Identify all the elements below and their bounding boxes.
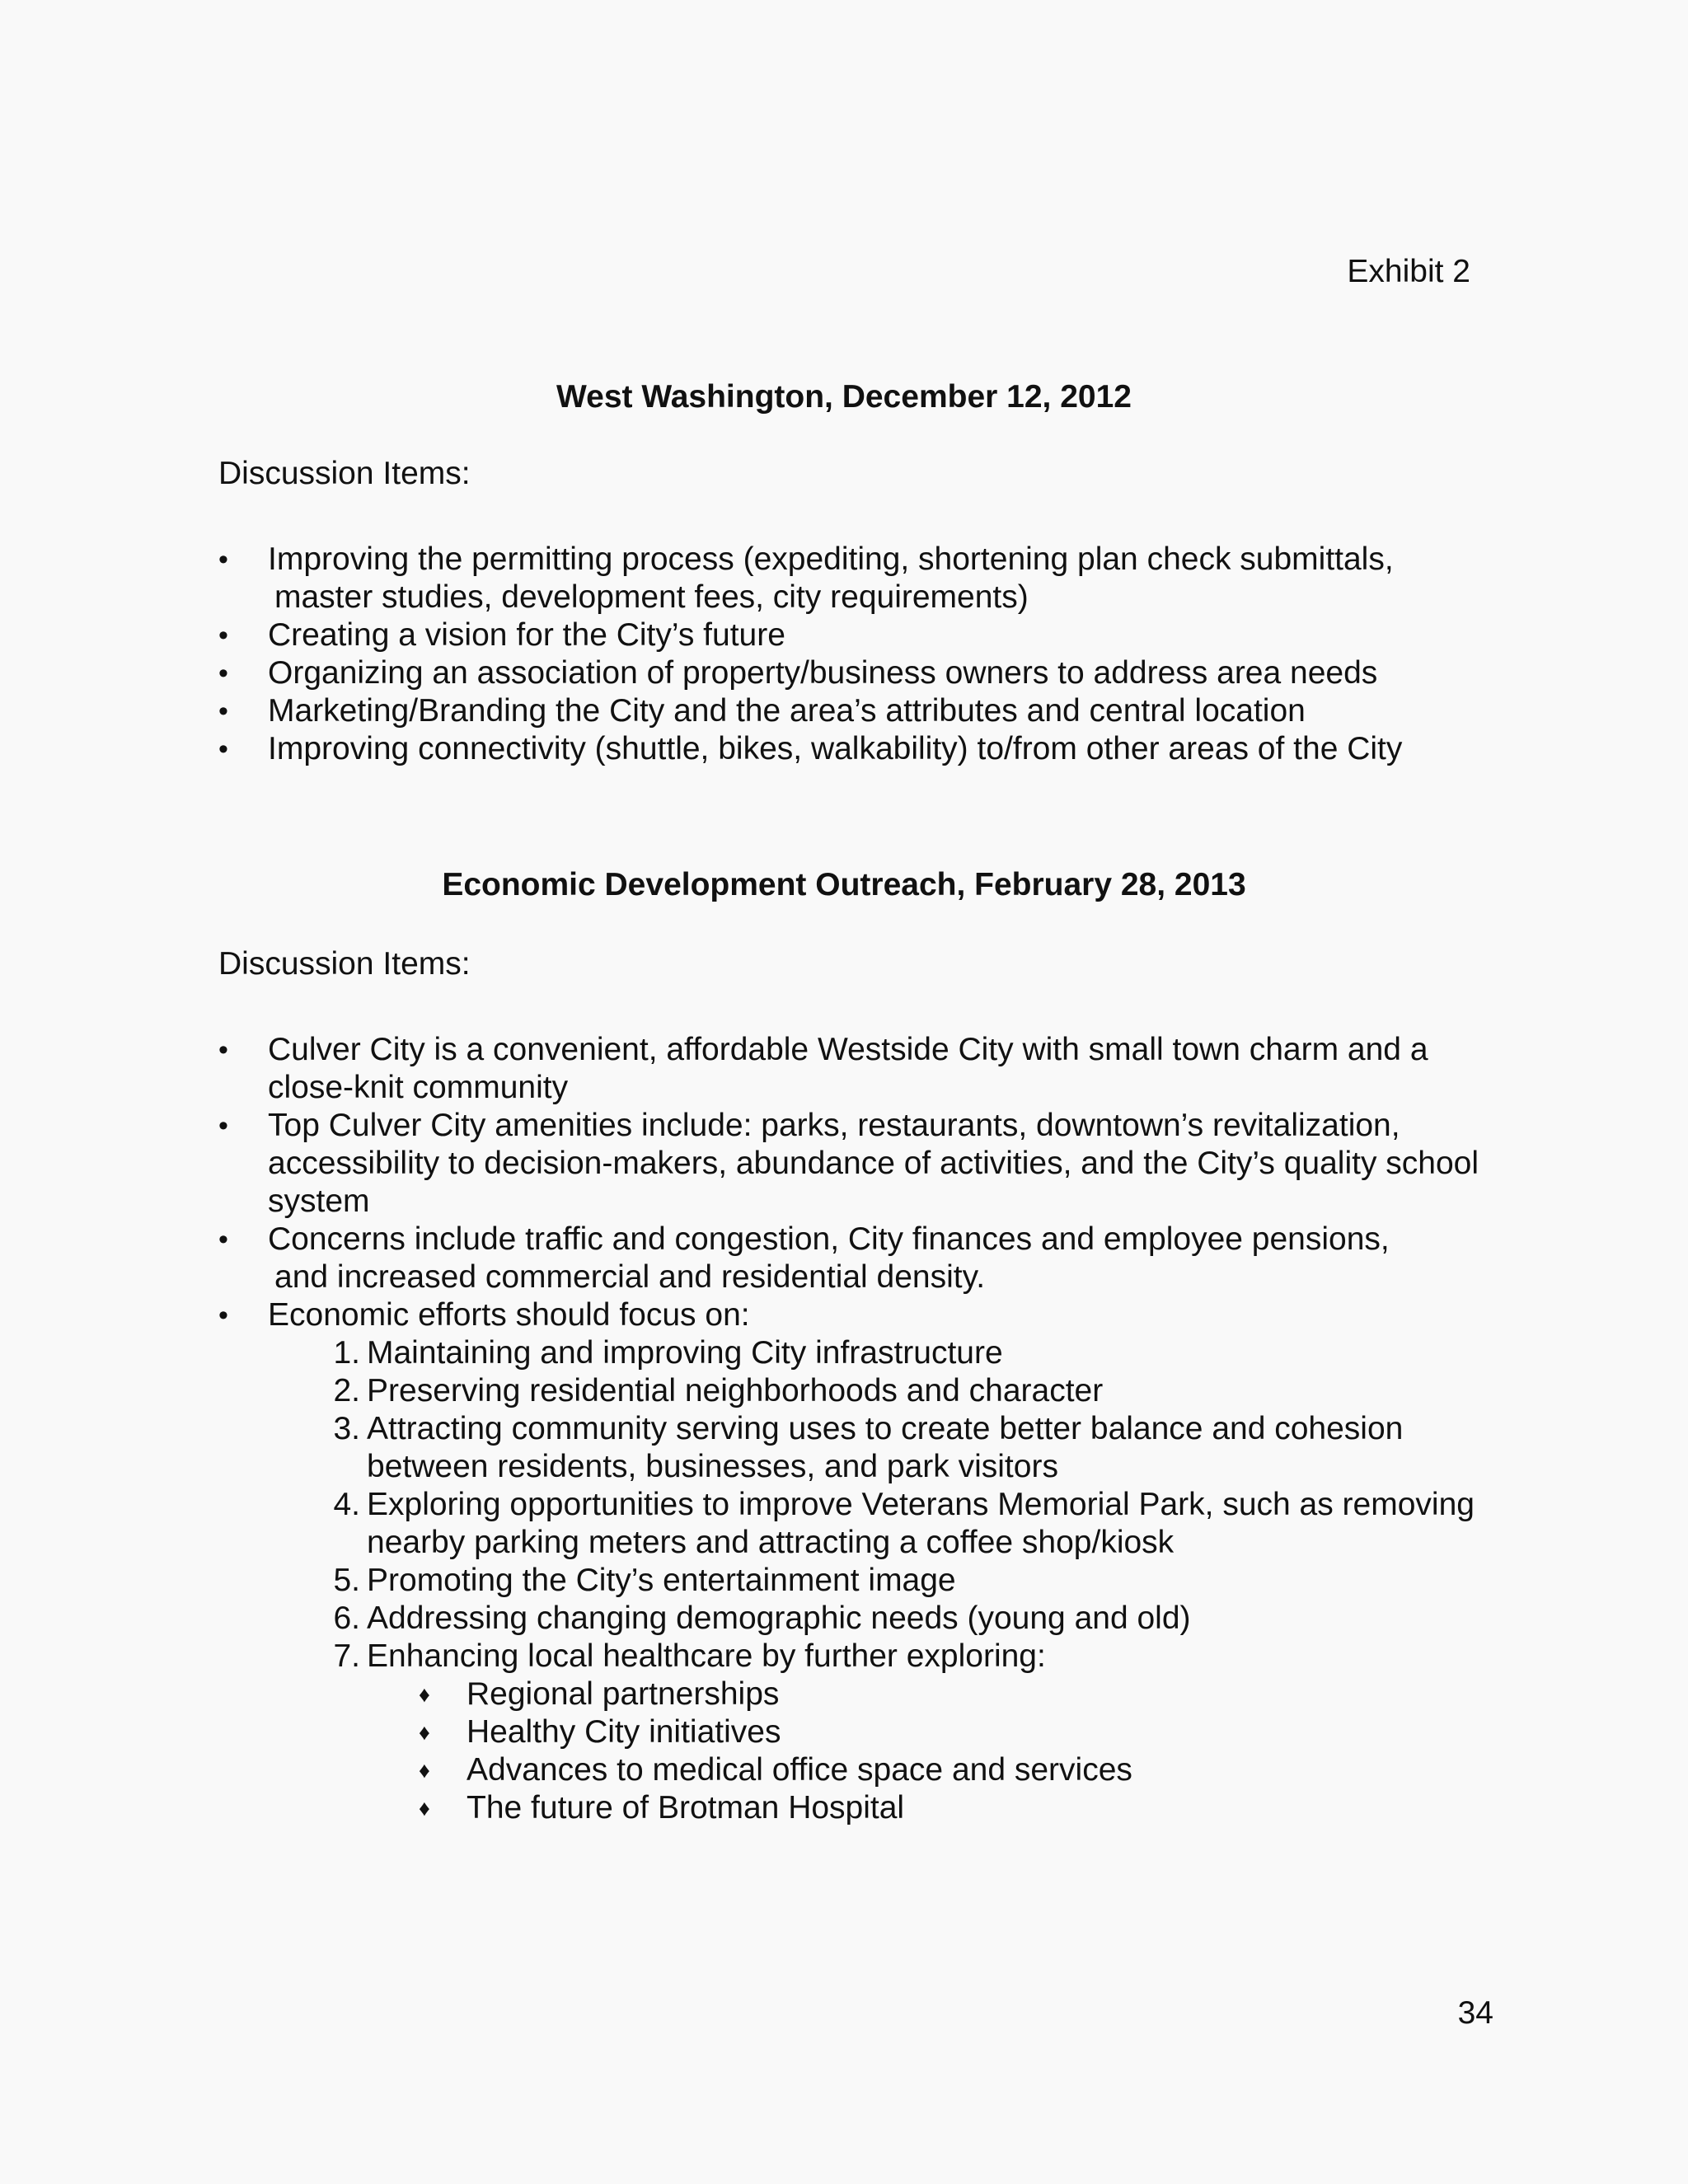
- sub-list-item: [268, 1751, 1479, 1789]
- bullet-icon: •: [218, 733, 228, 765]
- sub-list-item: [268, 1675, 1479, 1713]
- numbered-item-text: Promoting the City’s entertainment image: [367, 1563, 956, 1598]
- bullet-icon: •: [218, 620, 228, 651]
- list-item: [218, 1221, 1479, 1296]
- bullet-icon: •: [218, 1034, 228, 1066]
- list-item-text: Concerns include traffic and congestion, City finances and employee pensions,: [268, 1221, 1390, 1257]
- sub-list-item-text: Advances to medical office space and services: [467, 1752, 1132, 1788]
- numbered-item: [268, 1334, 1479, 1372]
- bullet-icon: •: [218, 544, 228, 575]
- item-number: 2.: [333, 1373, 360, 1408]
- numbered-item: [268, 1562, 1479, 1600]
- item-number: 3.: [333, 1411, 360, 1446]
- bullet-icon: •: [218, 658, 228, 689]
- page-number: 34: [1457, 1995, 1493, 2031]
- healthcare-sub-list: [268, 1675, 1479, 1827]
- list-item: [218, 616, 1479, 654]
- list-item-text-continued: master studies, development fees, city requirements): [274, 579, 1029, 615]
- numbered-item-text: Exploring opportunities to improve Veterans Memorial Park, such as removing nearby parking meters and attracting a coffee shop/kiosk: [367, 1487, 1475, 1560]
- list-item: [218, 692, 1479, 730]
- numbered-item-text: Addressing changing demographic needs (young and old): [367, 1601, 1191, 1636]
- list-item-text: Economic efforts should focus on:: [268, 1297, 750, 1333]
- sub-list-item-text: Regional partnerships: [467, 1676, 780, 1712]
- sub-list-item: [268, 1789, 1479, 1827]
- discussion-items-label: Discussion Items:: [218, 946, 471, 982]
- item-number: 6.: [333, 1601, 360, 1636]
- numbered-item-text: Enhancing local healthcare by further exploring:: [367, 1638, 1046, 1674]
- diamond-bullet-icon: ♦: [419, 1796, 430, 1821]
- diamond-bullet-icon: ♦: [419, 1758, 430, 1783]
- list-item: [218, 1296, 1479, 1827]
- list-item-text: Culver City is a convenient, affordable Westside City with small town charm and a close-knit community: [268, 1032, 1428, 1105]
- bullet-icon: •: [218, 696, 228, 727]
- numbered-item: [268, 1372, 1479, 1410]
- item-number: 5.: [333, 1563, 360, 1598]
- list-item-text-continued: and increased commercial and residential density.: [274, 1259, 986, 1295]
- bullet-icon: •: [218, 1300, 228, 1331]
- focus-numbered-list: [268, 1334, 1479, 1675]
- list-item: [218, 1107, 1479, 1221]
- list-item: [218, 654, 1479, 692]
- list-item-text: Creating a vision for the City’s future: [268, 617, 785, 653]
- discussion-items-label: Discussion Items:: [218, 456, 471, 491]
- list-item-text: Organizing an association of property/business owners to address area needs: [268, 655, 1378, 691]
- sub-list-item: [268, 1713, 1479, 1751]
- list-item-text: Marketing/Branding the City and the area’s attributes and central location: [268, 693, 1306, 729]
- numbered-item: [268, 1486, 1479, 1562]
- list-item-text: Top Culver City amenities include: parks, restaurants, downtown’s revitalization, accessibility to decision-makers, abundance of activities, and the City’s quality school system: [268, 1108, 1479, 1219]
- list-item: [218, 541, 1479, 616]
- list-item-text: Improving connectivity (shuttle, bikes, walkability) to/from other areas of the City: [268, 731, 1403, 766]
- numbered-item: [268, 1410, 1479, 1486]
- numbered-item-text: Preserving residential neighborhoods and character: [367, 1373, 1104, 1408]
- item-number: 1.: [333, 1335, 360, 1371]
- list-item: [218, 730, 1479, 768]
- sub-list-item-text: Healthy City initiatives: [467, 1714, 781, 1750]
- diamond-bullet-icon: ♦: [419, 1682, 430, 1707]
- item-number: 4.: [333, 1487, 360, 1522]
- numbered-item-text: Attracting community serving uses to create better balance and cohesion between residents, businesses, and park visitors: [367, 1411, 1404, 1484]
- section-heading-economic-development: Economic Development Outreach, February 28, 2013: [442, 867, 1246, 902]
- section-heading-west-washington: West Washington, December 12, 2012: [556, 379, 1132, 415]
- west-washington-discussion-list: [218, 541, 1479, 768]
- diamond-bullet-icon: ♦: [419, 1720, 430, 1745]
- list-item-text: Improving the permitting process (expediting, shortening plan check submittals,: [268, 541, 1394, 577]
- bullet-icon: •: [218, 1110, 228, 1141]
- bullet-icon: •: [218, 1224, 228, 1255]
- numbered-item: [268, 1600, 1479, 1638]
- numbered-item-text: Maintaining and improving City infrastructure: [367, 1335, 1003, 1371]
- item-number: 7.: [333, 1638, 360, 1674]
- numbered-item: [268, 1638, 1479, 1675]
- sub-list-item-text: The future of Brotman Hospital: [467, 1790, 905, 1825]
- economic-development-discussion-list: [218, 1031, 1479, 1827]
- list-item: [218, 1031, 1479, 1107]
- exhibit-label: Exhibit 2: [1347, 254, 1470, 289]
